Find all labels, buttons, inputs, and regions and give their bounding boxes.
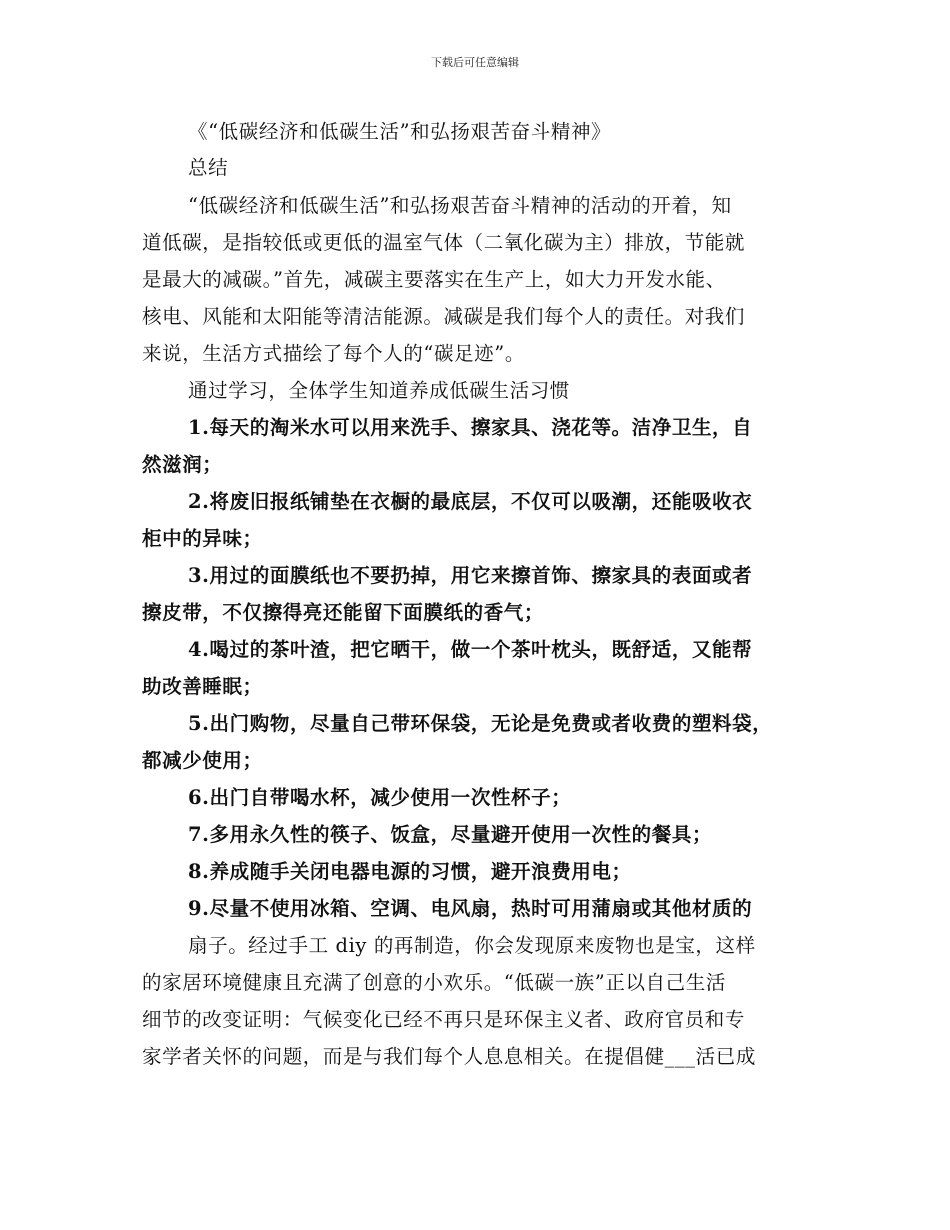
list-item-line: 都减少使用；	[142, 749, 263, 772]
list-item-line: 助改善睡眠；	[142, 675, 263, 698]
intro-line: 道低碳，是指较低或更低的温室气体（二氧化碳为主）排放，节能就	[142, 231, 746, 254]
list-item-line: 8.养成随手关闭电器电源的习惯，避开浪费用电；	[188, 860, 632, 883]
closing-line: 的家居环境健康且充满了创意的小欢乐。“低碳一族”正以自己生活	[142, 971, 726, 994]
list-item-line: 7.多用永久性的筷子、饭盒，尽量避开使用一次性的餐具；	[188, 823, 713, 846]
document-subtitle: 总结	[188, 156, 229, 179]
list-item-line: 5.出门购物，尽量自己带环保袋，无论是免费或者收费的塑料袋，	[188, 712, 773, 735]
list-item-line: 然滋润；	[142, 453, 223, 476]
intro-line: 来说，生活方式描绘了每个人的“碳足迹”。	[142, 342, 525, 365]
intro-line: “低碳经济和低碳生活”和弘扬艰苦奋斗精神的活动的开着，知	[188, 194, 732, 217]
list-item-line: 6.出门自带喝水杯，减少使用一次性杯子；	[188, 786, 572, 809]
list-item-line: 1.每天的淘米水可以用来洗手、擦家具、浇花等。洁净卫生，自	[188, 416, 753, 439]
document-title: 《“低碳经济和低碳生活”和弘扬艰苦奋斗精神》	[188, 120, 612, 143]
list-item-line: 擦皮带，不仅擦得亮还能留下面膜纸的香气；	[142, 601, 545, 624]
intro-line: 核电、风能和太阳能等清洁能源。减碳是我们每个人的责任。对我们	[142, 305, 746, 328]
list-item-line: 3.用过的面膜纸也不要扔掉，用它来擦首饰、擦家具的表面或者	[188, 564, 753, 587]
list-item-line: 9.尽量不使用冰箱、空调、电风扇，热时可用蒲扇或其他材质的	[188, 897, 753, 920]
intro-line: 是最大的减碳。”首先，减碳主要落实在生产上，如大力开发水能、	[142, 268, 726, 291]
closing-line: 扇子。经过手工 diy 的再制造，你会发现原来废物也是宝，这样	[188, 934, 756, 957]
list-item-line: 4.喝过的茶叶渣，把它晒干，做一个茶叶枕头，既舒适，又能帮	[188, 638, 753, 661]
closing-line: 细节的改变证明：气候变化已经不再只是环保主义者、政府官员和专	[142, 1008, 746, 1031]
lead-line: 通过学习，全体学生知道养成低碳生活习惯	[188, 379, 570, 402]
list-item-line: 柜中的异味；	[142, 527, 263, 550]
page-header: 下载后可任意编辑	[431, 56, 519, 69]
closing-line: 家学者关怀的问题，而是与我们每个人息息相关。在提倡健___活已成	[142, 1045, 756, 1068]
list-item-line: 2.将废旧报纸铺垫在衣橱的最底层，不仅可以吸潮，还能吸收衣	[188, 490, 753, 513]
